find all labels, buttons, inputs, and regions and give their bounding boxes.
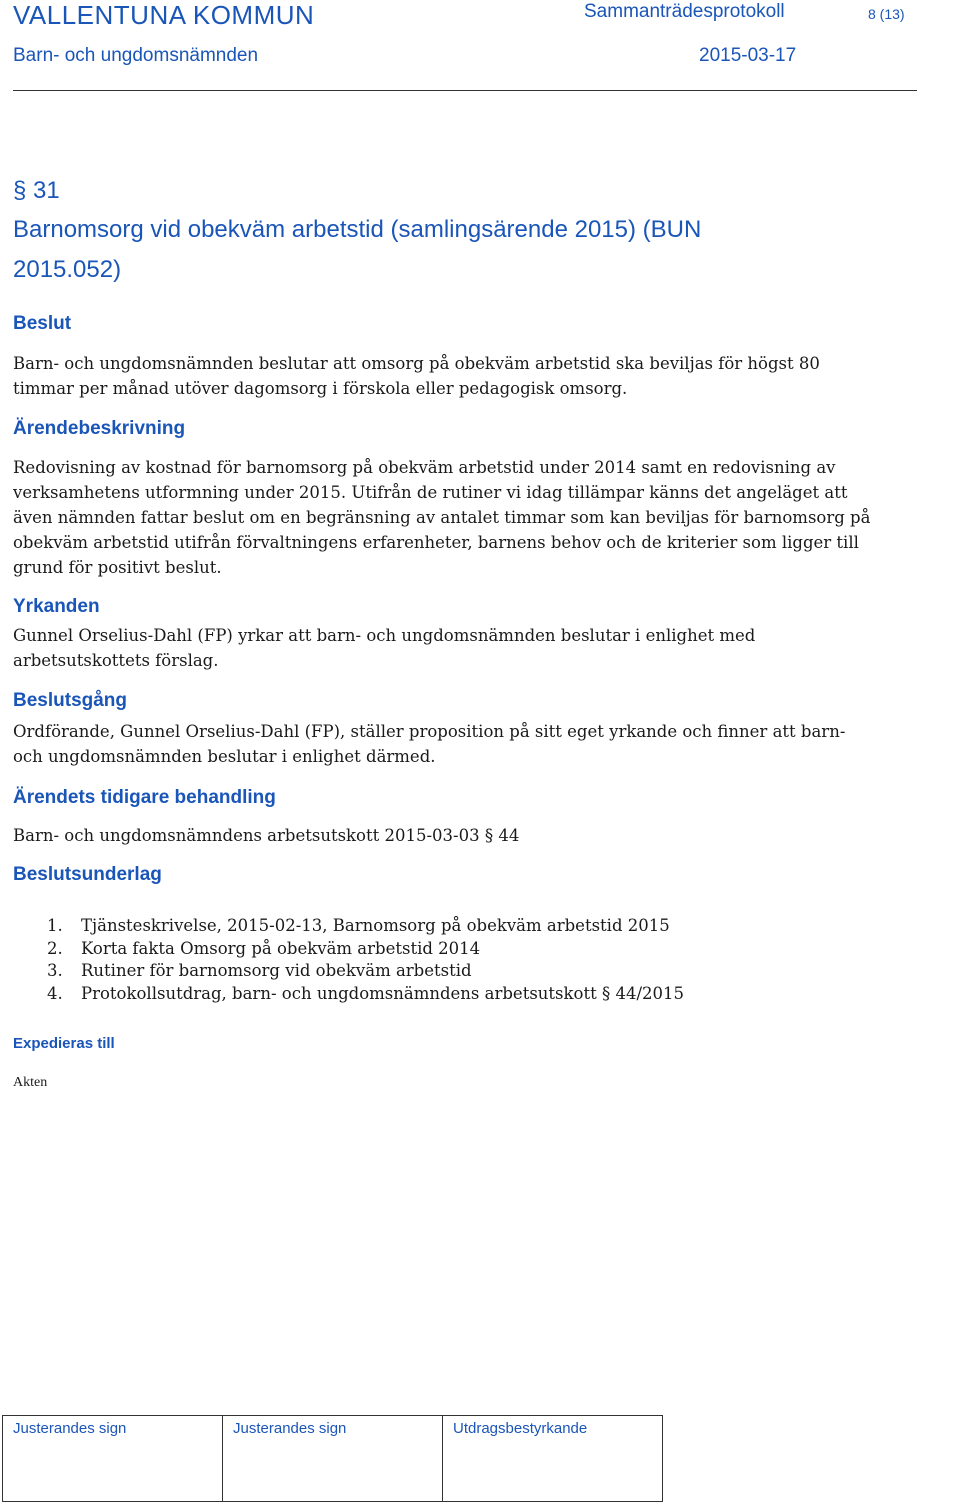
text-line: grund för positivt beslut. xyxy=(13,558,222,577)
heading-beslutsunderlag: Beslutsunderlag xyxy=(13,864,162,885)
signature-box-justerande-2[interactable] xyxy=(223,1416,443,1502)
signature-box-utdragsbestyrkande[interactable] xyxy=(443,1416,663,1502)
list-item-text: Protokollsutdrag, barn- och ungdomsnämndens arbetsutskott § 44/2015 xyxy=(81,983,684,1003)
text-line: Redovisning av kostnad för barnomsorg på obekväm arbetstid under 2014 samt en redovisning av xyxy=(13,458,836,477)
list-item-number: 1. xyxy=(47,916,63,935)
text-line: arbetsutskottets förslag. xyxy=(13,651,219,670)
text-line: verksamhetens utformning under 2015. Utifrån de rutiner vi idag tillämpar känns det angeläget att xyxy=(13,483,848,502)
committee-name: Barn- och ungdomsnämnden xyxy=(13,45,259,66)
meeting-date: 2015-03-17 xyxy=(699,45,797,66)
header-divider xyxy=(13,90,917,91)
list-item xyxy=(47,938,684,961)
text-line: Gunnel Orselius-Dahl (FP) yrkar att barn- och ungdomsnämnden beslutar i enlighet med xyxy=(13,626,756,645)
text-line: timmar per månad utöver dagomsorg i förskola eller pedagogisk omsorg. xyxy=(13,379,628,398)
list-item xyxy=(47,960,684,983)
text-line: även nämnden fattar beslut om en begränsning av antalet timmar som kan beviljas för barnomsorg på xyxy=(13,508,871,527)
text-line: Barn- och ungdomsnämndens arbetsutskott 2015-03-03 § 44 xyxy=(13,826,520,845)
list-item-text: Rutiner för barnomsorg vid obekväm arbetstid xyxy=(81,961,472,980)
heading-expedieras-till: Expedieras till xyxy=(13,1035,115,1052)
heading-yrkanden: Yrkanden xyxy=(13,596,100,617)
list-item xyxy=(47,915,684,938)
section-number: § 31 xyxy=(13,177,60,204)
page-number: 8 (13) xyxy=(868,6,905,22)
signature-table xyxy=(2,1415,663,1502)
beslutsunderlag-list xyxy=(47,915,684,1005)
list-item xyxy=(47,983,684,1006)
heading-beslut: Beslut xyxy=(13,313,72,334)
page-header xyxy=(0,0,960,92)
text-line: Barn- och ungdomsnämnden beslutar att omsorg på obekväm arbetstid ska beviljas för högst 80 xyxy=(13,354,820,373)
document-type: Sammanträdesprotokoll xyxy=(584,1,785,22)
signature-label: Justerandes sign xyxy=(13,1420,127,1437)
list-item-number: 2. xyxy=(47,938,63,958)
heading-arendebeskrivning: Ärendebeskrivning xyxy=(13,418,186,439)
section-title-line-2: 2015.052) xyxy=(13,256,122,283)
list-item-number: 4. xyxy=(47,983,63,1003)
heading-beslutsgang: Beslutsgång xyxy=(13,690,128,711)
signature-label: Justerandes sign xyxy=(233,1420,347,1437)
text-line: och ungdomsnämnden beslutar i enlighet därmed. xyxy=(13,747,436,766)
org-name: VALLENTUNA KOMMUN xyxy=(13,0,315,30)
signature-box-justerande-1[interactable] xyxy=(3,1416,223,1502)
text-line: obekväm arbetstid utifrån förvaltningens erfarenheter, barnens behov och de kriterier som ligger till xyxy=(13,533,859,552)
expedieras-recipient: Akten xyxy=(13,1075,48,1090)
list-item-text: Tjänsteskrivelse, 2015-02-13, Barnomsorg på obekväm arbetstid 2015 xyxy=(81,916,670,935)
section-title-line-1: Barnomsorg vid obekväm arbetstid (samlingsärende 2015) (BUN xyxy=(13,216,702,243)
list-item-number: 3. xyxy=(47,961,63,980)
signature-label: Utdragsbestyrkande xyxy=(453,1420,588,1437)
beslutsgang-text xyxy=(13,719,893,769)
text-line: Ordförande, Gunnel Orselius-Dahl (FP), ställer proposition på sitt eget yrkande och finner att barn- xyxy=(13,722,846,741)
tidigare-behandling-text xyxy=(13,823,893,848)
beslut-text xyxy=(13,351,893,401)
list-item-text: Korta fakta Omsorg på obekväm arbetstid 2014 xyxy=(81,938,481,958)
yrkanden-text xyxy=(13,623,893,673)
heading-tidigare-behandling: Ärendets tidigare behandling xyxy=(13,787,276,808)
arendebeskrivning-text xyxy=(13,455,893,580)
